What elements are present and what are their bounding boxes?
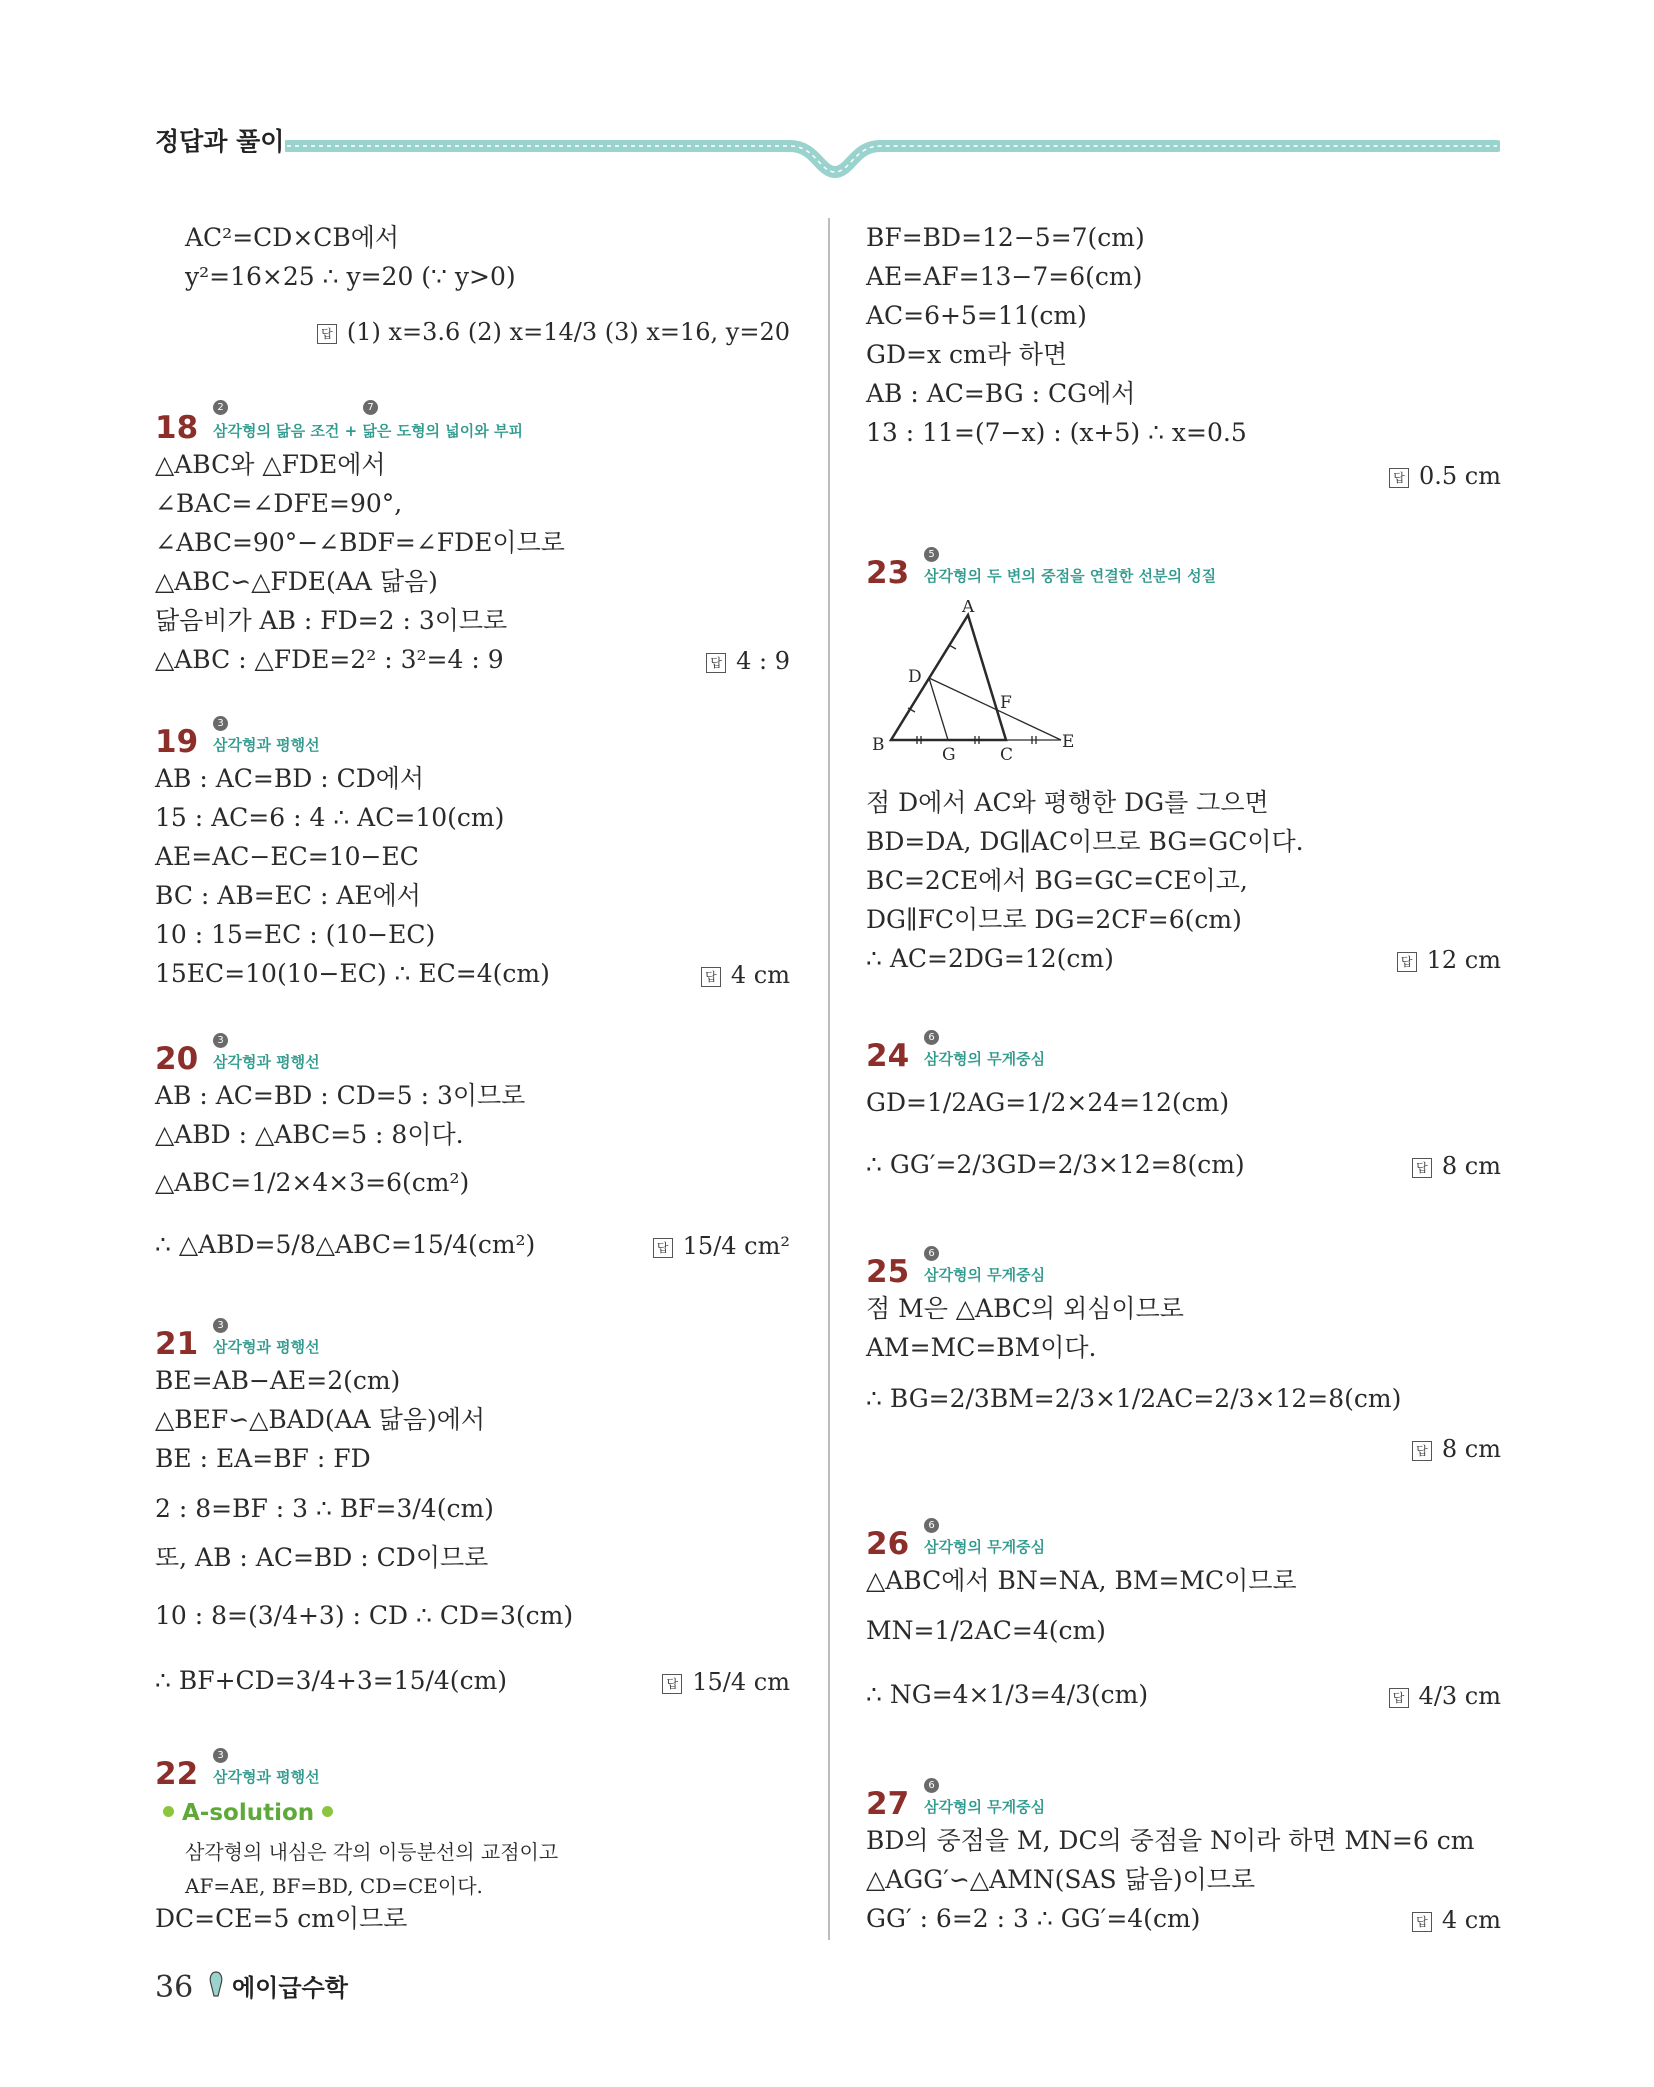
text-line: 13 : 11=(7−x) : (x+5) ∴ x=0.5 bbox=[866, 418, 1247, 447]
text-line: ∠BAC=∠DFE=90°, bbox=[155, 489, 403, 518]
text-line: △ABD : △ABC=5 : 8이다. bbox=[155, 1120, 464, 1149]
point-label: B bbox=[872, 735, 885, 755]
point-label: E bbox=[1062, 732, 1075, 752]
answer-text: 0.5 cm bbox=[1419, 462, 1501, 490]
text-line: y²=16×25 ∴ y=20 (∵ y>0) bbox=[185, 262, 516, 291]
question-number: 23 bbox=[866, 555, 910, 591]
text-line: ∴ BG=2/3BM=2/3×1/2AC=2/3×12=8(cm) bbox=[866, 1384, 1402, 1413]
question-number: 25 bbox=[866, 1254, 910, 1290]
text-line: GG′ : 6=2 : 3 ∴ GG′=4(cm) bbox=[866, 1904, 1201, 1933]
a-solution-label bbox=[155, 1800, 341, 1826]
answer-mark-icon: 답 bbox=[1389, 468, 1409, 488]
text-line: DG∥FC이므로 DG=2CF=6(cm) bbox=[866, 905, 1242, 934]
text-line: 점 M은 △ABC의 외심이므로 bbox=[866, 1294, 1184, 1323]
answer bbox=[1397, 946, 1501, 974]
answer-text: 4 cm bbox=[730, 961, 790, 989]
text-line: △ABC∽△FDE(AA 닮음) bbox=[155, 567, 438, 596]
question-number: 19 bbox=[155, 724, 199, 760]
answer-mark-icon: 답 bbox=[317, 324, 337, 344]
answer-mark-icon: 답 bbox=[1412, 1158, 1432, 1178]
triangle-diagram bbox=[866, 600, 1086, 770]
text-line: BC : AB=EC : AE에서 bbox=[155, 881, 421, 910]
badge-icon: 3 bbox=[213, 716, 228, 731]
answer bbox=[1412, 1152, 1501, 1180]
answer bbox=[1389, 462, 1501, 490]
text-line: BD=DA, DG∥AC이므로 BG=GC이다. bbox=[866, 827, 1304, 856]
text-line: △ABC에서 BN=NA, BM=MC이므로 bbox=[866, 1566, 1297, 1595]
text-line: 또, AB : AC=BD : CD이므로 bbox=[155, 1543, 489, 1572]
text-line: AE=AC−EC=10−EC bbox=[155, 842, 419, 871]
text-line: △AGG′∽△AMN(SAS 닮음)이므로 bbox=[866, 1865, 1256, 1894]
point-label: C bbox=[1000, 745, 1014, 765]
text-line: △ABC : △FDE=2² : 3²=4 : 9 bbox=[155, 645, 504, 674]
badge-icon: 3 bbox=[213, 1033, 228, 1048]
tick-mark bbox=[949, 645, 956, 649]
text-line: ∠ABC=90°−∠BDF=∠FDE이므로 bbox=[155, 528, 565, 557]
page-header-title: 정답과 풀이 bbox=[155, 127, 285, 156]
text-line: △BEF∽△BAD(AA 닮음)에서 bbox=[155, 1405, 485, 1434]
text-line: AM=MC=BM이다. bbox=[866, 1333, 1097, 1362]
text-line: 닮음비가 AB : FD=2 : 3이므로 bbox=[155, 606, 508, 635]
answer bbox=[1412, 1906, 1501, 1934]
answer bbox=[701, 961, 790, 989]
question-topic: 삼각형의 무게중심 bbox=[924, 1050, 1046, 1068]
dot-icon bbox=[322, 1806, 333, 1817]
question-topic: 삼각형의 무게중심 bbox=[924, 1538, 1046, 1556]
brand-logo: 에이급수학 bbox=[232, 1974, 348, 2002]
answer-text: 4/3 cm bbox=[1418, 1682, 1501, 1710]
note-line: 삼각형의 내심은 각의 이등분선의 교점이고 bbox=[185, 1840, 559, 1864]
question-number: 22 bbox=[155, 1756, 199, 1792]
question-topic: 삼각형과 평행선 bbox=[213, 1768, 320, 1786]
text-line: BE=AB−AE=2(cm) bbox=[155, 1366, 401, 1395]
text-line: GD=x cm라 하면 bbox=[866, 340, 1068, 369]
text-line: ∴ GG′=2/3GD=2/3×12=8(cm) bbox=[866, 1150, 1245, 1179]
text-line: AB : AC=BD : CD=5 : 3이므로 bbox=[155, 1081, 526, 1110]
answer bbox=[1412, 1435, 1501, 1463]
point-label: F bbox=[1000, 693, 1012, 713]
badge-icon: 3 bbox=[213, 1748, 228, 1763]
answer-mark-icon: 답 bbox=[1412, 1912, 1432, 1932]
text-line: BD의 중점을 M, DC의 중점을 N이라 하면 MN=6 cm bbox=[866, 1826, 1475, 1855]
answer-text: 8 cm bbox=[1441, 1152, 1501, 1180]
page-number: 36 bbox=[155, 1970, 194, 2005]
text-line: BF=BD=12−5=7(cm) bbox=[866, 223, 1145, 252]
answer bbox=[662, 1668, 790, 1696]
question-number: 20 bbox=[155, 1041, 199, 1077]
point-label: D bbox=[908, 667, 922, 687]
segment-dg bbox=[929, 678, 948, 740]
point-label: G bbox=[942, 745, 956, 765]
text-line: 10 : 15=EC : (10−EC) bbox=[155, 920, 436, 949]
header-decoration bbox=[285, 132, 1500, 182]
text-line: AC²=CD×CB에서 bbox=[185, 223, 400, 252]
question-topic: 삼각형과 평행선 bbox=[213, 1338, 320, 1356]
question-number: 27 bbox=[866, 1786, 910, 1822]
answer bbox=[317, 318, 790, 346]
answer-mark-icon: 답 bbox=[1389, 1688, 1409, 1708]
answer-text: 15/4 cm bbox=[692, 1668, 790, 1696]
text-line: ∴ AC=2DG=12(cm) bbox=[866, 944, 1114, 973]
text-line: △ABC=1/2×4×3=6(cm²) bbox=[155, 1168, 470, 1197]
badge-icon: 2 bbox=[213, 400, 228, 415]
answer bbox=[653, 1232, 790, 1260]
column-divider bbox=[828, 218, 830, 1940]
badge-icon: 7 bbox=[363, 400, 378, 415]
note-line: AF=AE, BF=BD, CD=CE이다. bbox=[185, 1874, 483, 1898]
text-line: AC=6+5=11(cm) bbox=[866, 301, 1087, 330]
text-line: ∴ BF+CD=3/4+3=15/4(cm) bbox=[155, 1666, 508, 1695]
question-number: 26 bbox=[866, 1526, 910, 1562]
text-line: 15EC=10(10−EC) ∴ EC=4(cm) bbox=[155, 959, 550, 988]
text-line: AB : AC=BG : CG에서 bbox=[866, 379, 1136, 408]
text-line: AE=AF=13−7=6(cm) bbox=[866, 262, 1143, 291]
answer-text: 12 cm bbox=[1426, 946, 1501, 974]
text-line: BC=2CE에서 BG=GC=CE이고, bbox=[866, 866, 1248, 895]
text-line: GD=1/2AG=1/2×24=12(cm) bbox=[866, 1088, 1230, 1117]
text-line: △ABC와 △FDE에서 bbox=[155, 450, 386, 479]
answer-mark-icon: 답 bbox=[706, 653, 726, 673]
answer-text: (1) x=3.6 (2) x=14/3 (3) x=16, y=20 bbox=[346, 318, 790, 346]
answer-mark-icon: 답 bbox=[1397, 952, 1417, 972]
badge-icon: 6 bbox=[924, 1778, 939, 1793]
dot-icon bbox=[163, 1806, 174, 1817]
badge-icon: 3 bbox=[213, 1318, 228, 1333]
answer bbox=[1389, 1682, 1501, 1710]
badge-icon: 6 bbox=[924, 1518, 939, 1533]
answer-mark-icon: 답 bbox=[662, 1674, 682, 1694]
answer-text: 15/4 cm² bbox=[682, 1232, 790, 1260]
answer-text: 8 cm bbox=[1441, 1435, 1501, 1463]
question-number: 24 bbox=[866, 1038, 910, 1074]
answer-text: 4 cm bbox=[1441, 1906, 1501, 1934]
badge-icon: 6 bbox=[924, 1246, 939, 1261]
badge-icon: 5 bbox=[924, 547, 939, 562]
question-topic: 삼각형과 평행선 bbox=[213, 736, 320, 754]
answer-text: 4 : 9 bbox=[736, 647, 790, 675]
point-label: A bbox=[962, 600, 975, 617]
text-line: BE : EA=BF : FD bbox=[155, 1444, 371, 1473]
text-line: 점 D에서 AC와 평행한 DG를 그으면 bbox=[866, 788, 1269, 817]
answer-mark-icon: 답 bbox=[701, 967, 721, 987]
text-line: ∴ △ABD=5/8△ABC=15/4(cm²) bbox=[155, 1230, 536, 1259]
question-number: 18 bbox=[155, 410, 199, 446]
a-solution-text: A-solution bbox=[182, 1800, 315, 1826]
text-line: MN=1/2AC=4(cm) bbox=[866, 1616, 1106, 1645]
question-topic: 삼각형의 닮음 조건 + 닮은 도형의 넓이와 부피 bbox=[213, 422, 523, 440]
question-topic: 삼각형과 평행선 bbox=[213, 1053, 320, 1071]
question-topic: 삼각형의 무게중심 bbox=[924, 1266, 1046, 1284]
answer-mark-icon: 답 bbox=[1412, 1441, 1432, 1461]
answer bbox=[706, 647, 790, 675]
badge-icon: 6 bbox=[924, 1030, 939, 1045]
segment-de bbox=[929, 678, 1061, 740]
text-line: 2 : 8=BF : 3 ∴ BF=3/4(cm) bbox=[155, 1494, 494, 1523]
text-line: AB : AC=BD : CD에서 bbox=[155, 764, 425, 793]
question-number: 21 bbox=[155, 1326, 199, 1362]
question-topic: 삼각형의 무게중심 bbox=[924, 1798, 1046, 1816]
text-line: DC=CE=5 cm이므로 bbox=[155, 1904, 408, 1933]
answer-mark-icon: 답 bbox=[653, 1238, 673, 1258]
text-line: ∴ NG=4×1/3=4/3(cm) bbox=[866, 1680, 1149, 1709]
question-topic: 삼각형의 두 변의 중점을 연결한 선분의 성질 bbox=[924, 567, 1217, 585]
text-line: 10 : 8=(3/4+3) : CD ∴ CD=3(cm) bbox=[155, 1601, 574, 1630]
pencil-icon bbox=[207, 1970, 225, 2000]
text-line: 15 : AC=6 : 4 ∴ AC=10(cm) bbox=[155, 803, 505, 832]
